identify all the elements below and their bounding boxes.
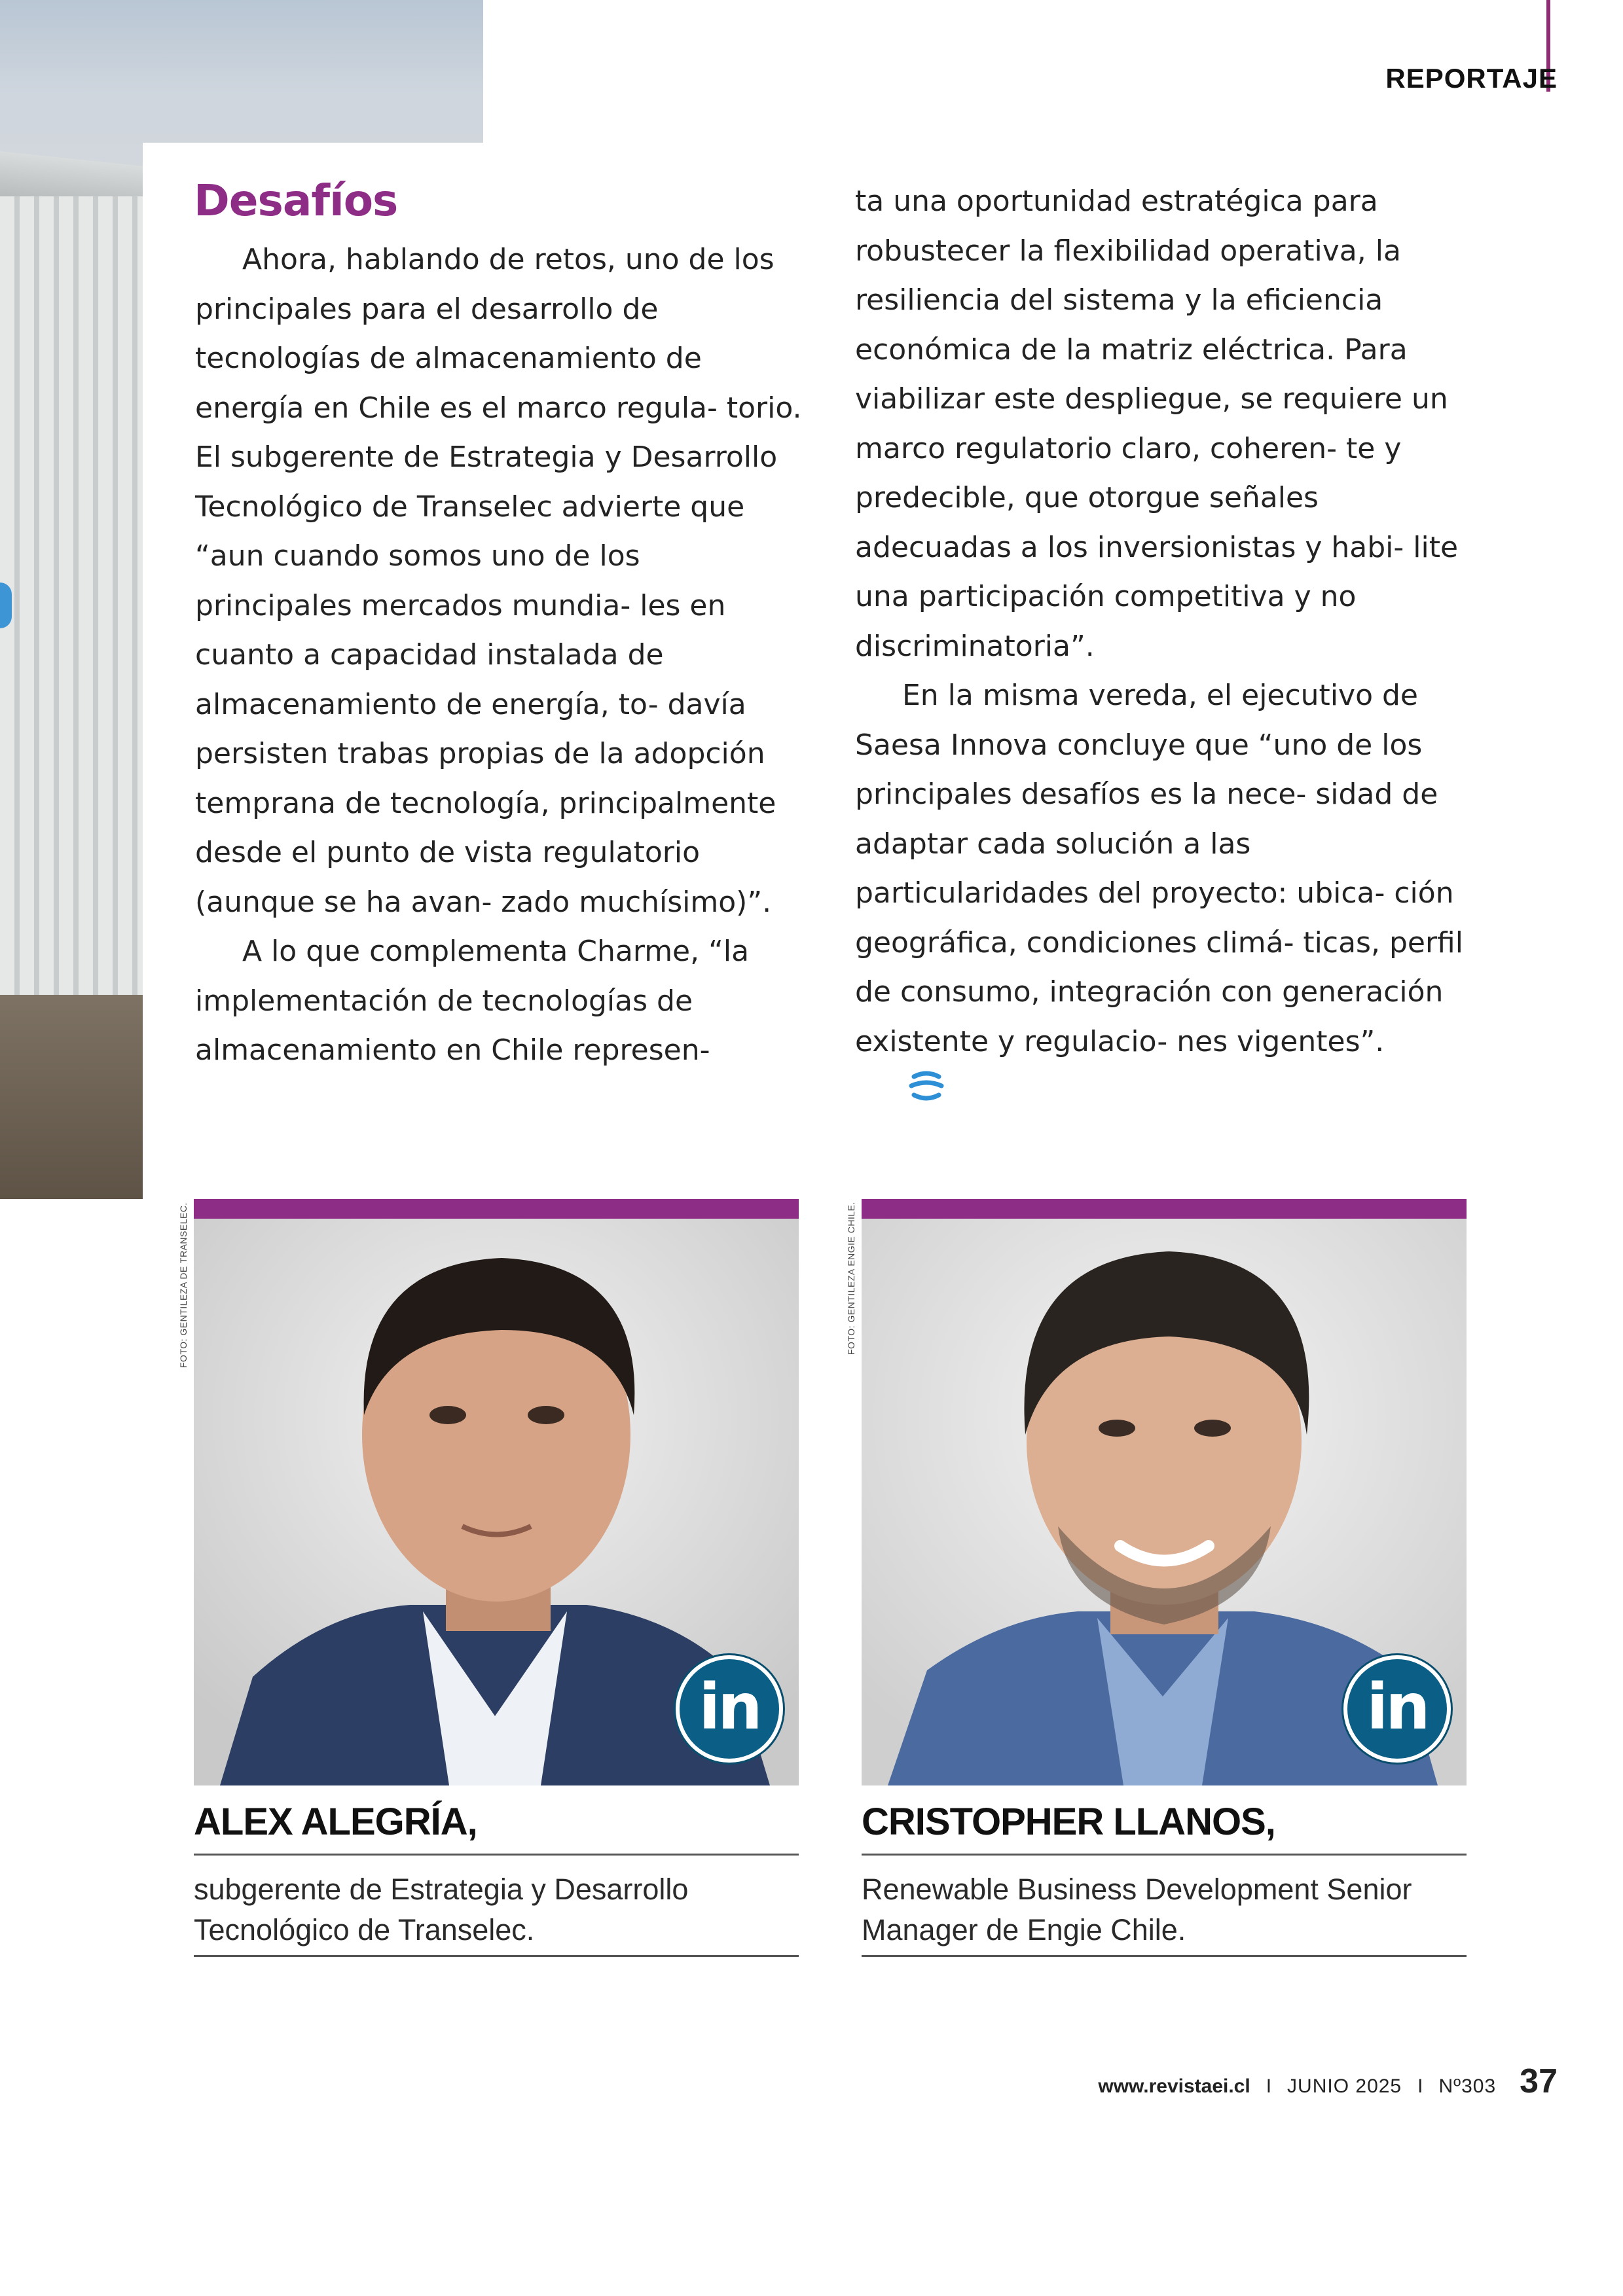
- issue-date: JUNIO 2025: [1287, 2075, 1402, 2097]
- divider: [862, 1955, 1467, 1957]
- profile-card-cristopher-llanos: [862, 1199, 1467, 1958]
- paragraph: A lo que complementa Charme, “la implementación de tecnologías de almacenamiento en Chile represen-: [195, 935, 750, 1067]
- profile-name: ALEX ALEGRÍA,: [194, 1801, 477, 1843]
- divider: [194, 1854, 799, 1856]
- paragraph: ta una oportunidad estratégica para robustecer la flexibilidad operativa, la resiliencia del sistema y la eficiencia económica de la matriz eléctrica. Para viabilizar este despliegue, se requiere un marco regulatorio claro, coheren- te y predecible, que otorgue señales adecuadas a los inversionistas y habi- lite una participación competitiva y no discriminatoria”.: [855, 185, 1459, 663]
- card-accent-bar: [194, 1199, 799, 1219]
- article-end-icon: [862, 1067, 944, 1117]
- linkedin-icon[interactable]: in: [1343, 1655, 1451, 1763]
- profile-name: CRISTOPHER LLANOS,: [862, 1801, 1275, 1843]
- divider: [194, 1955, 799, 1957]
- issue-number: Nº303: [1438, 2075, 1497, 2097]
- footer-separator: I: [1417, 2075, 1423, 2097]
- article-column-left: [195, 235, 804, 1075]
- website-link[interactable]: www.revistaei.cl: [1098, 2075, 1250, 2097]
- linkedin-icon[interactable]: in: [676, 1655, 783, 1763]
- page-footer: [1098, 2062, 1558, 2101]
- section-label: REPORTAJE: [1385, 63, 1558, 94]
- divider: [862, 1854, 1467, 1856]
- photo-credit: FOTO: GENTILEZA DE TRANSELEC.: [178, 1202, 189, 1368]
- paragraph: Ahora, hablando de retos, uno de los principales para el desarrollo de tecnologías de almacenamiento de energía en Chile es el marco regula- torio. El subgerente de Estrategia y Desarrollo Tecnológico de Transelec advierte que “aun cuando somos uno de los principales mercados mundia- les en cuanto a capacidad instalada de almacenamiento de energía, to- davía persisten trabas propias de la adopción temprana de tecnología, principalmente desde el punto de vista regulatorio (aunque se ha avan- zado muchísimo)”.: [195, 243, 802, 919]
- logo-fragment: [0, 583, 12, 628]
- paragraph-text: En la misma vereda, el ejecutivo de Saesa Innova concluye que “uno de los principales desafíos es la nece- sidad de adaptar cada solución a las particularidades del proyecto: ubica- ción geográfica, condiciones climá- ticas, perfil de consumo, integración con generación existente y regulacio- nes vigentes”.: [855, 679, 1463, 1058]
- paragraph-final: [855, 671, 1464, 1117]
- card-accent-bar: [862, 1199, 1467, 1219]
- storage-container: [0, 196, 147, 1021]
- photo-credit: FOTO: GENTILEZA ENGIE CHILE.: [846, 1202, 856, 1355]
- section-title: Desafíos: [194, 175, 398, 226]
- page-number: 37: [1520, 2062, 1558, 2100]
- profile-role: Renewable Business Development Senior Manager de Engie Chile.: [862, 1873, 1412, 1946]
- article-column-right: [855, 177, 1464, 1117]
- profile-card-alex-alegria: [194, 1199, 799, 1958]
- footer-separator: I: [1266, 2075, 1272, 2097]
- profile-role: subgerente de Estrategia y Desarrollo Tecnológico de Transelec.: [194, 1873, 689, 1946]
